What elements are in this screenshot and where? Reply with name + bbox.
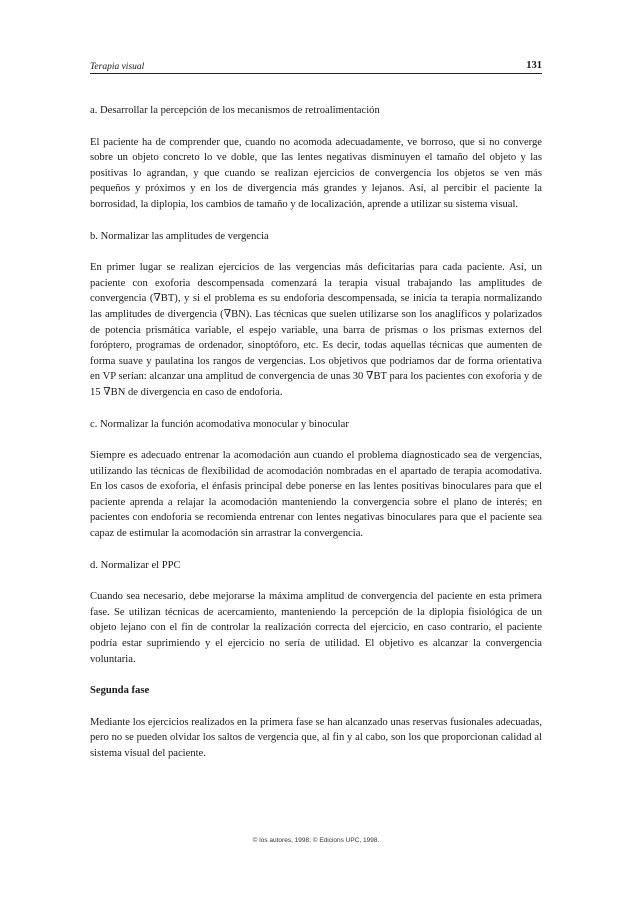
section-heading-d: d. Normalizar el PPC xyxy=(90,559,181,571)
section-heading-segunda-fase: Segunda fase xyxy=(90,685,150,697)
running-head xyxy=(90,60,542,74)
document-page xyxy=(90,0,542,903)
section-paragraph-d: Cuando sea necesario, debe mejorarse la máxima amplitud de convergencia del paciente en esta primera fase. Se utilizan técnicas de acercamiento, manteniendo la percepción de la diplopia fisiológica de un objeto lejano con el fin de controlar la realización correcta del ejercicio, en caso contrario, el paciente podría estar suprimiendo y el ejercicio no sería de utilidad. El objetivo es alcanzar la convergencia voluntaria. xyxy=(90,591,542,665)
section-paragraph-a: El paciente ha de comprender que, cuando no acomoda adecuadamente, ve borroso, que si no converge sobre un objeto concreto lo ve doble, que las lentes negativas disminuyen el tamaño del objeto y las positivas lo agrandan, y que cuando se realizan ejercicios de convergencia los objetos se ven más pequeños y próximos y en los de divergencia más grandes y lejanos. Así, al percibir el paciente la borrosidad, la diplopia, los cambios de tamaño y de localización, aprende a utilizar su sistema visual. xyxy=(90,136,542,210)
running-title: Terapia visual xyxy=(90,62,145,72)
section-heading-a: a. Desarrollar la percepción de los mecanismos de retroalimentación xyxy=(90,105,380,116)
header-rule xyxy=(90,73,542,74)
copyright-footer: © los autores, 1998; © Edicions UPC, 1998. xyxy=(252,837,380,844)
section-paragraph-segunda-fase: Mediante los ejercicios realizados en la primera fase se han alcanzado unas reservas fusionales adecuadas, pero no se pueden olvidar los saltos de vergencia que, al fin y al cabo, son los que proporcionan calidad al sistema visual del paciente. xyxy=(90,716,542,759)
page-content xyxy=(90,103,542,778)
section-paragraph-c: Siempre es adecuado entrenar la acomodación aun cuando el problema diagnosticado sea de vergencias, utilizando las técnicas de flexibilidad de acomodación nombradas en el apartado de terapia acomodativa. En los casos de exoforia, el énfasis principal debe ponerse en las lentes positivas binoculares para que el paciente aprenda a relajar la acomodación manteniendo la convergencia sobre el plano de interés; en pacientes con endoforia se recomienda entrenar con lentes negativas binoculares para que el paciente sea capaz de estimular la acomodación sin arrastrar la convergencia. xyxy=(90,450,542,540)
page-number: 131 xyxy=(526,60,542,71)
section-paragraph-b: En primer lugar se realizan ejercicios de las vergencias más deficitarias para cada paciente. Así, un paciente con exoforia descompensada comenzará la terapia visual trabajando las amplitudes de convergencia (∇BT), y si el problema es su endoforia descompensada, se inicia ta terapia normalizando las amplitudes de divergencia (∇BN). Las técnicas que suelen utilizarse son los anaglíficos y polarizados de potencia prismática variable, el espejo variable, una barra de prismas o los prismas externos del foróptero, programas de ordenador, sinoptóforo, etc. Es decir, todas aquellas técnicas que aumenten de forma suave y paulatina los rangos de vergencias. Los objetivos que podríamos dar de forma orientativa en VP serían: alcanzar una amplitud de convergencia de unas 30 ∇BT para los pacientes con exoforia y de 15 ∇BN de divergencia en caso de endoforia. xyxy=(90,262,542,398)
section-heading-b: b. Normalizar las amplitudes de vergencia xyxy=(90,230,269,242)
section-heading-c: c. Normalizar la función acomodativa monocular y binocular xyxy=(90,418,349,430)
